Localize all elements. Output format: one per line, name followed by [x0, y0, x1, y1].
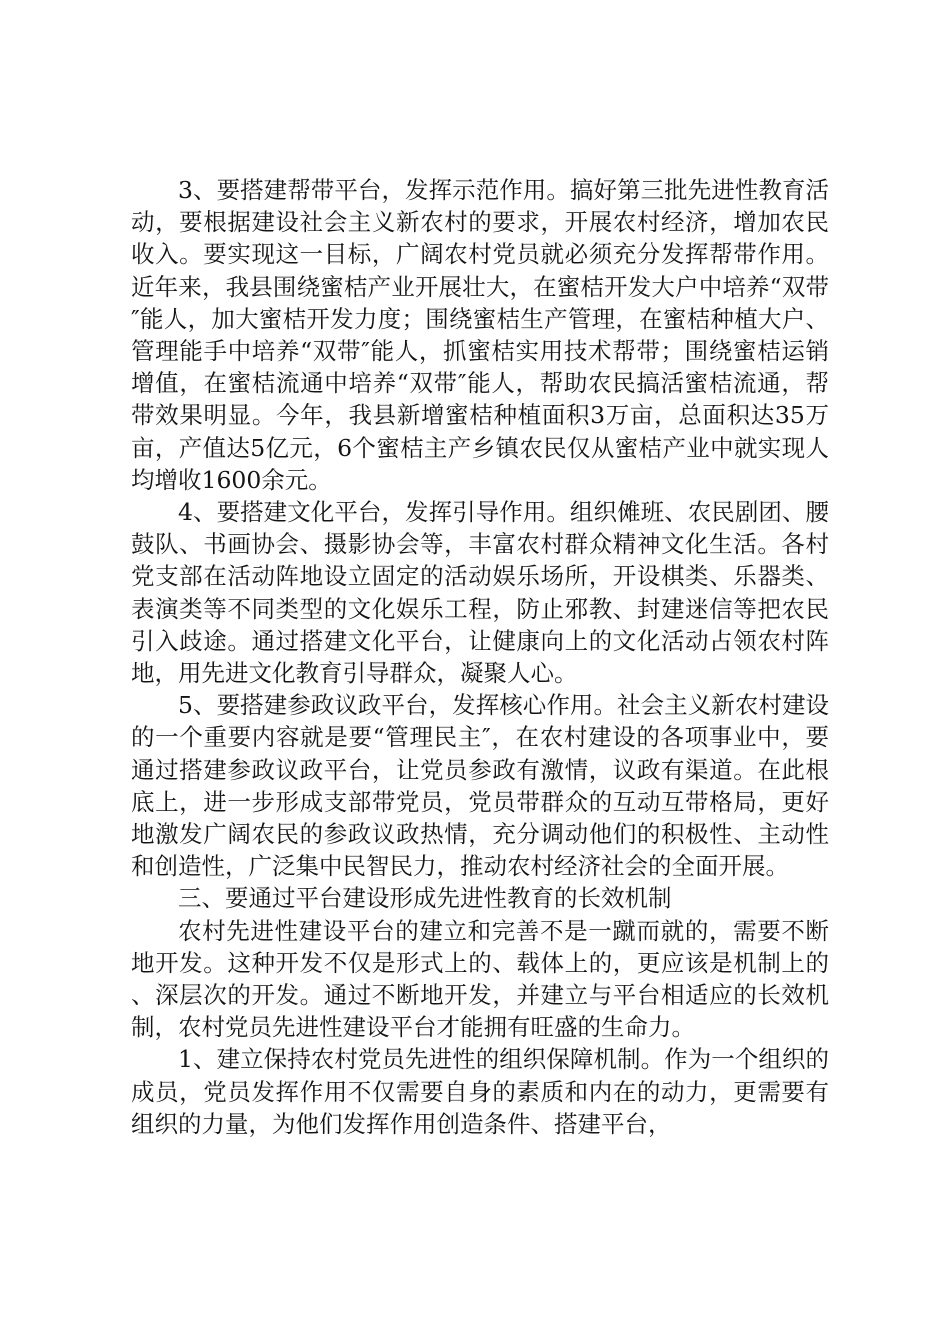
section-heading: 三、要通过平台建设形成先进性教育的长效机制 — [178, 884, 672, 913]
section-item-1-paragraph: 1、建立保持农村党员先进性的组织保障机制。作为一个组织的成员，党员发挥作用不仅需要自身的素质和内在的动力，更需要有组织的力量，为他们发挥作用创造条件、搭建平台， — [131, 1045, 829, 1138]
paragraph-3-help-platform: 3、要搭建帮带平台，发挥示范作用。搞好第三批先进性教育活动，要根据建设社会主义新农村的要求，开展农村经济，增加农民收入。要实现这一目标，广阔农村党员就必须充分发挥帮带作用。近年来，我县围绕蜜桔产业开展壮大，在蜜桔开发大户中培养“双带″能人，加大蜜桔开发力度；围绕蜜桔生产管理，在蜜桔种植大户、管理能手中培养“双带″能人，抓蜜桔实用技术帮带；围绕蜜桔运销增值，在蜜桔流通中培养“双带″能人，帮助农民搞活蜜桔流通，帮带效果明显。今年，我县新增蜜桔种植面积3万亩，总面积达35万亩，产值达5亿元，6个蜜桔主产乡镇农民仅从蜜桔产业中就实现人均增收1600余元。 — [131, 176, 829, 494]
paragraph-4-culture-platform: 4、要搭建文化平台，发挥引导作用。组织傩班、农民剧团、腰鼓队、书画协会、摄影协会等，丰富农村群众精神文化生活。各村党支部在活动阵地设立固定的活动娱乐场所，开设棋类、乐器类、表演类等不同类型的文化娱乐工程，防止邪教、封建迷信等把农民引入歧途。通过搭建文化平台，让健康向上的文化活动占领农村阵地，用先进文化教育引导群众，凝聚人心。 — [131, 498, 829, 688]
paragraph-5-politics-platform: 5、要搭建参政议政平台，发挥核心作用。社会主义新农村建设的一个重要内容就是要“管理民主″，在农村建设的各项事业中，要通过搭建参政议政平台，让党员参政有激情，议政有渠道。在此根底上，进一步形成支部带党员，党员带群众的互动互带格局，更好地激发广阔农民的参政议政热情，充分调动他们的积极性、主动性和创造性，广泛集中民智民力，推动农村经济社会的全面开展。 — [131, 691, 829, 881]
document-body — [131, 174, 829, 1140]
section-intro-paragraph: 农村先进性建设平台的建立和完善不是一蹴而就的，需要不断地开发。这种开发不仅是形式上的、载体上的，更应该是机制上的、深层次的开发。通过不断地开发，并建立与平台相适应的长效机制，农村党员先进性建设平台才能拥有旺盛的生命力。 — [131, 916, 829, 1042]
